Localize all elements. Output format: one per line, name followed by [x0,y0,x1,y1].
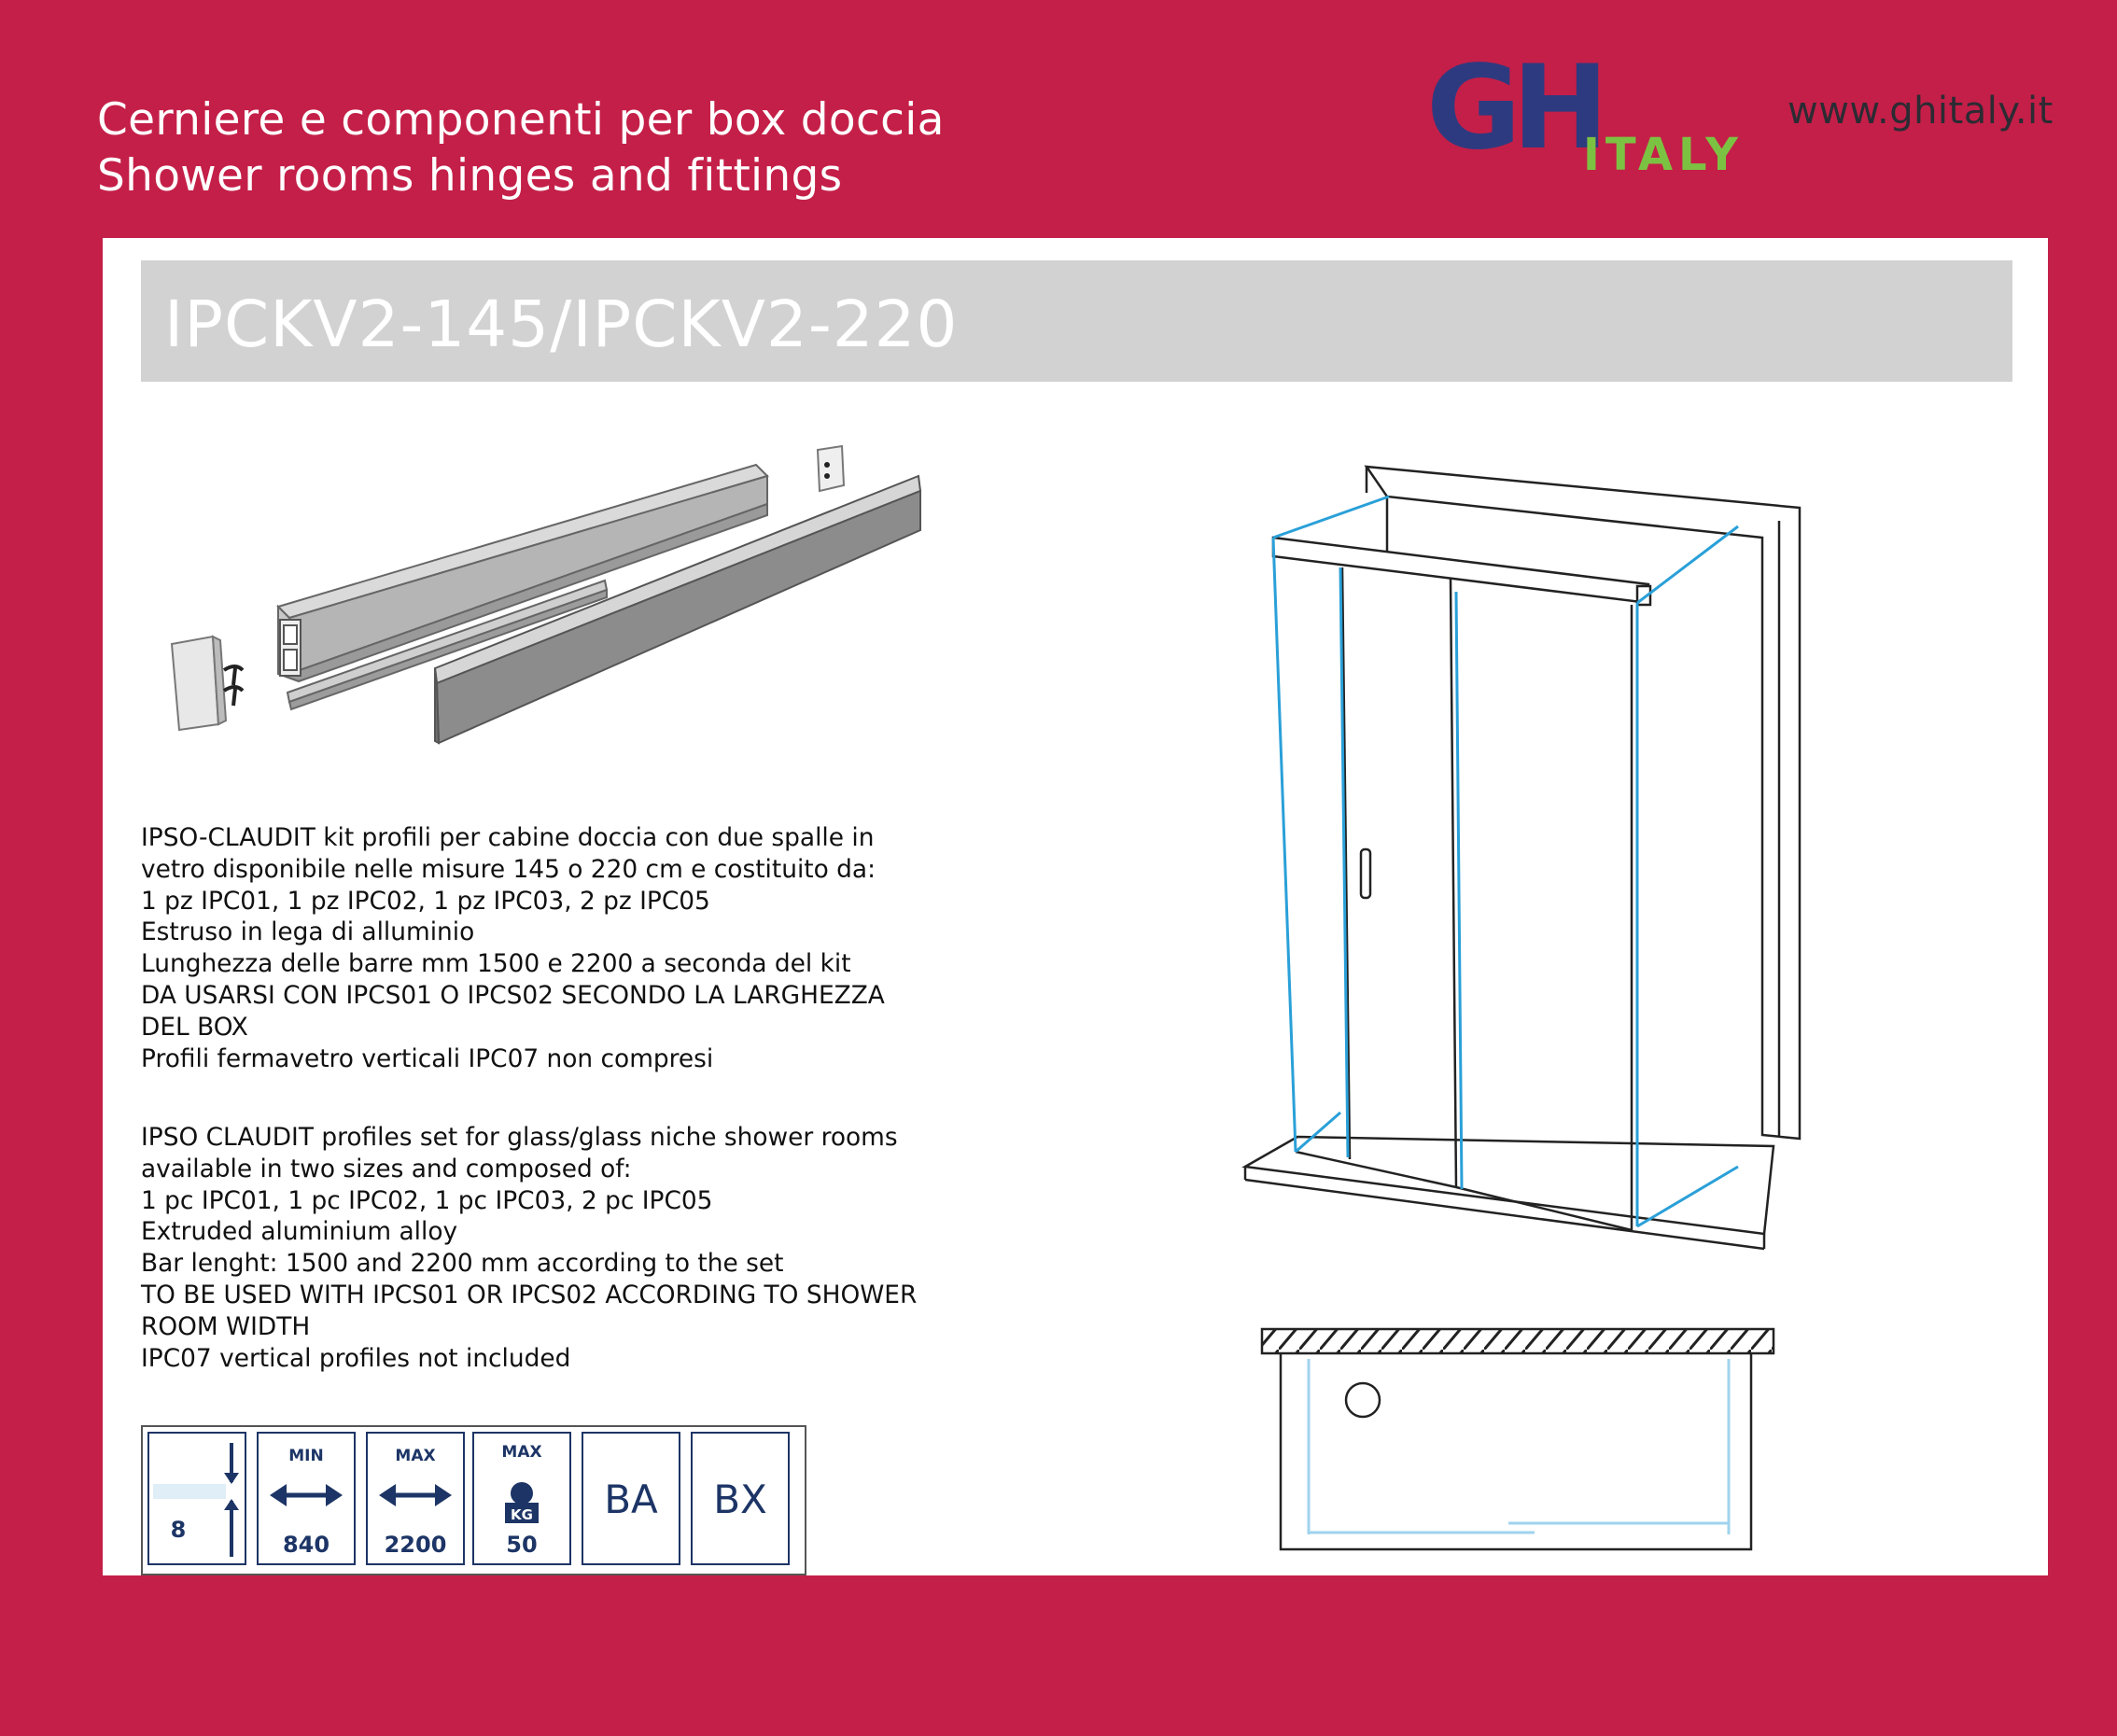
description-line: DEL BOX [141,1012,248,1042]
max-width-spec [366,1432,465,1565]
description-line: available in two sizes and composed of: [141,1154,632,1183]
logo-gh-text: GH [1426,54,1600,175]
description-line: Estruso in lega di alluminio [141,917,475,947]
description-line: Profili fermavetro verticali IPC07 non compresi [141,1043,714,1073]
description-line: Bar lenght: 1500 and 2200 mm according to the set [141,1249,784,1279]
description-english [141,1122,917,1374]
max-weight-label: MAX [501,1443,542,1462]
description-line: DA USARSI CON IPCS01 O IPCS02 SECONDO LA LARGHEZZA [141,980,885,1010]
description-line: ROOM WIDTH [141,1311,311,1341]
finish-ba-badge [582,1432,680,1565]
min-width-value: 840 [282,1532,330,1558]
max-label: MAX [395,1447,436,1465]
header-line-english: Shower rooms hinges and fittings [97,150,843,202]
weight-unit: KG [511,1506,533,1523]
description-line: IPSO CLAUDIT profiles set for glass/glass niche shower rooms [141,1123,898,1152]
description-line: 1 pc IPC01, 1 pc IPC02, 1 pc IPC03, 2 pc IPC05 [141,1185,713,1215]
description-line: IPSO-CLAUDIT kit profili per cabine doccia con due spalle in [141,823,875,852]
header-line-italian: Cerniere e componenti per box doccia [97,94,945,146]
glass-thickness-spec [147,1432,246,1565]
logo-italy-text: ITALY [1583,129,1744,175]
description-italian [141,822,885,1074]
end-cap-left [172,637,243,730]
ghitaly-logo [1426,54,1772,175]
description-line: Extruded aluminium alloy [141,1217,458,1247]
min-width-spec [257,1432,356,1565]
end-cap-right [818,446,844,491]
finish-bx-badge [691,1432,790,1565]
max-width-value: 2200 [384,1532,447,1558]
shower-box-drawing [1241,448,1820,1251]
max-weight-spec [472,1432,571,1565]
glass-thickness-icon [149,1434,245,1563]
max-weight-value: 50 [506,1532,538,1558]
description-line: TO BE USED WITH IPCS01 OR IPCS02 ACCORDING TO SHOWER [141,1280,918,1309]
profiles-exploded-drawing [159,429,943,765]
finish-bx-label: BX [713,1477,767,1522]
description-line: Lunghezza delle barre mm 1500 e 2200 a seconda del kit [141,949,851,979]
description-line: vetro disponibile nelle misure 145 o 220 cm e costituito da: [141,854,876,884]
spec-icons-row [141,1425,806,1575]
description-line: IPC07 vertical profiles not included [141,1343,571,1373]
min-label: MIN [288,1447,324,1465]
glass-thickness-value: 8 [170,1517,187,1543]
product-title: IPCKV2-145/IPCKV2-220 [164,287,959,362]
plan-view-drawing [1258,1325,1781,1559]
description-line: 1 pz IPC01, 1 pz IPC02, 1 pz IPC03, 2 pz IPC05 [141,886,710,916]
finish-ba-label: BA [604,1477,658,1522]
website-link[interactable]: www.ghitaly.it [1788,90,2054,133]
